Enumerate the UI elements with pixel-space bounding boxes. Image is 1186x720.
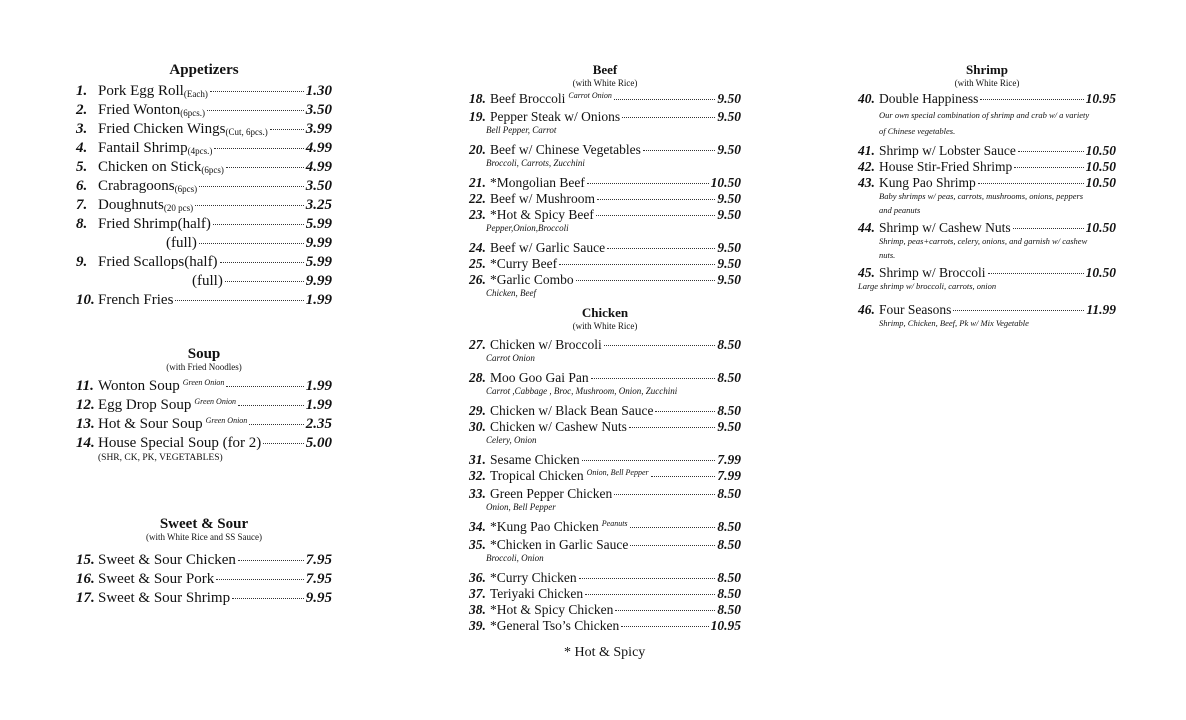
item-price: 9.95 (305, 590, 332, 606)
item-name: Double Happiness (879, 91, 979, 106)
item-number: 22. (469, 191, 486, 206)
menu-item (858, 159, 1116, 175)
item-price: 7.99 (717, 452, 741, 467)
item-number: 26. (469, 272, 486, 287)
menu-item (469, 240, 741, 256)
item-name: Egg Drop Soup (98, 397, 192, 413)
chicken-section (469, 305, 741, 634)
item-number: 32. (469, 468, 486, 483)
item-price: 7.99 (717, 468, 741, 483)
item-number: 41. (858, 143, 875, 158)
item-price: 9.50 (717, 91, 741, 106)
item-name: *Mongolian Beef (490, 175, 585, 190)
item-price: 8.50 (717, 486, 741, 501)
item-price: 5.99 (305, 254, 332, 270)
menu-item (469, 403, 741, 419)
menu-item (858, 91, 1116, 139)
item-price: 9.99 (305, 235, 332, 251)
item-name: Fried Chicken Wings(Cut, 6pcs.) (98, 121, 268, 137)
item-number: 31. (469, 452, 486, 467)
item-price: 9.50 (717, 109, 741, 124)
item-price: 9.50 (717, 191, 741, 206)
item-name: House Stir-Fried Shrimp (879, 159, 1013, 174)
item-number: 5. (76, 159, 88, 175)
menu-item (469, 109, 741, 136)
item-price: 7.95 (305, 571, 332, 587)
item-name: *Curry Chicken (490, 570, 577, 585)
item-description: Celery, Onion (486, 435, 537, 445)
item-number: 21. (469, 175, 486, 190)
item-number: 37. (469, 586, 486, 601)
menu-item (469, 370, 741, 397)
menu-item (469, 272, 741, 299)
item-number: 46. (858, 302, 875, 317)
section-subtitle: (with White Rice) (572, 78, 638, 88)
item-name: Chicken w/ Cashew Nuts (490, 419, 627, 434)
item-price: 9.50 (717, 256, 741, 271)
item-number: 13. (76, 416, 95, 432)
item-number: 9. (76, 254, 88, 270)
item-number: 4. (76, 140, 88, 156)
item-note: Carrot Onion (568, 91, 612, 100)
item-price: 8.50 (717, 570, 741, 585)
item-description: Onion, Bell Pepper (486, 502, 556, 512)
item-number: 20. (469, 142, 486, 157)
soup-section (76, 346, 332, 464)
item-note: Peanuts (601, 519, 628, 528)
item-name: Beef w/ Garlic Sauce (490, 240, 606, 255)
item-number: 27. (469, 337, 486, 352)
item-price: 10.50 (1085, 175, 1116, 190)
item-description: Shrimp, peas+carrots, celery, onions, and garnish w/ cashew (879, 236, 1088, 246)
item-number: 24. (469, 240, 486, 255)
menu-item (469, 175, 741, 191)
item-number: 3. (76, 121, 88, 137)
item-name: House Special Soup (for 2) (98, 435, 262, 451)
item-description: and peanuts (879, 205, 921, 215)
item-description: nuts. (879, 250, 896, 260)
item-number: 18. (469, 91, 486, 106)
item-price: 10.50 (1085, 143, 1116, 158)
item-number: 23. (469, 207, 486, 222)
item-number: 17. (76, 590, 95, 606)
item-name: *Curry Beef (490, 256, 558, 271)
hot-spicy-footnote: * Hot & Spicy (564, 645, 646, 660)
section-title: Soup (187, 346, 221, 362)
item-number: 44. (858, 220, 875, 235)
item-price: 1.99 (305, 292, 332, 308)
item-name: Fried Scallops(half) (98, 254, 218, 270)
item-price: 10.50 (1085, 220, 1116, 235)
item-number: 19. (469, 109, 486, 124)
section-subtitle: (with White Rice and SS Sauce) (145, 532, 263, 542)
item-price: 8.50 (717, 586, 741, 601)
section-subtitle: (with White Rice) (954, 78, 1020, 88)
section-title: Shrimp (966, 62, 1008, 77)
menu-item (469, 419, 741, 446)
item-price: 5.00 (305, 435, 332, 451)
menu-item (469, 256, 741, 272)
menu-item (858, 175, 1116, 218)
item-name: Shrimp w/ Cashew Nuts (879, 220, 1011, 235)
item-name: Green Pepper Chicken (490, 486, 613, 501)
menu-item (469, 191, 741, 207)
menu-item (469, 207, 741, 234)
item-description: Carrot ,Cabbage , Broc, Mushroom, Onion, Zucchini (486, 386, 678, 396)
item-number: 10. (76, 292, 95, 308)
item-description: Broccoli, Carrots, Zucchini (486, 158, 585, 168)
item-price: 11.99 (1086, 302, 1116, 317)
item-name: Beef w/ Chinese Vegetables (490, 142, 641, 157)
item-price: 9.50 (717, 240, 741, 255)
item-name: Teriyaki Chicken (490, 586, 584, 601)
item-price: 8.50 (717, 537, 741, 552)
item-name: Fantail Shrimp(4pcs.) (98, 140, 213, 156)
item-price: 1.99 (305, 397, 332, 413)
section-title: Beef (592, 62, 618, 77)
menu-item (469, 519, 741, 537)
beef-section (469, 62, 741, 299)
appetizers-section (76, 62, 332, 310)
item-price: 4.99 (305, 159, 332, 175)
menu-item (469, 486, 741, 513)
item-number: 15. (76, 552, 95, 568)
item-description: Baby shrimps w/ peas, carrots, mushrooms, onions, peppers (879, 191, 1084, 201)
item-name: French Fries (98, 292, 174, 308)
item-price: 3.99 (305, 121, 332, 137)
item-price: 10.50 (1085, 265, 1116, 280)
item-price: 10.50 (710, 175, 741, 190)
item-number: 11. (76, 378, 94, 394)
item-name: Pork Egg Roll(Each) (98, 83, 208, 99)
item-name: Beef w/ Mushroom (490, 191, 595, 206)
menu-item (469, 586, 741, 602)
item-price: 2.35 (305, 416, 332, 432)
item-price: 10.95 (1085, 91, 1116, 106)
item-number: 7. (76, 197, 88, 213)
item-price: 8.50 (717, 403, 741, 418)
item-description: Bell Pepper, Carrot (486, 125, 557, 135)
menu-item (469, 537, 741, 564)
section-title: Appetizers (169, 62, 239, 78)
item-number: 40. (858, 91, 875, 106)
item-name: *Garlic Combo (490, 272, 574, 287)
item-description: Broccoli, Onion (486, 553, 544, 563)
item-price: 8.50 (717, 337, 741, 352)
item-name: Shrimp w/ Lobster Sauce (879, 143, 1016, 158)
item-name: (full) (166, 235, 197, 251)
item-price: 9.50 (717, 272, 741, 287)
sweet-sour-section (76, 516, 332, 608)
item-number: 43. (858, 175, 875, 190)
item-name: Beef Broccoli (490, 91, 566, 106)
item-number: 29. (469, 403, 486, 418)
menu-item (858, 220, 1116, 263)
item-number: 34. (469, 519, 486, 534)
item-price: 10.95 (710, 618, 741, 633)
item-number: 16. (76, 571, 95, 587)
item-name: Sweet & Sour Chicken (98, 552, 236, 568)
menu-item (858, 143, 1116, 159)
item-price: 9.50 (717, 207, 741, 222)
item-price: 8.50 (717, 519, 741, 534)
item-name: Sesame Chicken (490, 452, 580, 467)
item-name: Doughnuts(20 pcs) (98, 197, 194, 213)
section-title: Sweet & Sour (159, 516, 249, 532)
item-note: Green Onion (194, 397, 237, 406)
item-number: 1. (76, 83, 88, 99)
menu-item (469, 142, 741, 169)
item-note: Green Onion (205, 416, 248, 425)
item-price: 3.50 (305, 178, 332, 194)
item-number: 38. (469, 602, 486, 617)
item-description: (SHR, CK, PK, VEGETABLES) (98, 453, 223, 463)
item-number: 25. (469, 256, 486, 271)
item-name: Chicken w/ Broccoli (490, 337, 602, 352)
item-number: 42. (858, 159, 875, 174)
item-name: Tropical Chicken (490, 468, 584, 483)
item-name: (full) (192, 273, 223, 289)
item-price: 3.50 (305, 102, 332, 118)
item-number: 28. (469, 370, 486, 385)
item-number: 12. (76, 397, 95, 413)
item-number: 8. (76, 216, 88, 232)
item-name: *Hot & Spicy Chicken (490, 602, 614, 617)
item-name: Sweet & Sour Shrimp (98, 590, 231, 606)
item-name: Moo Goo Gai Pan (490, 370, 589, 385)
menu-item (858, 302, 1116, 329)
menu-item (469, 618, 741, 634)
item-name: *General Tso’s Chicken (490, 618, 620, 633)
item-price: 4.99 (305, 140, 332, 156)
menu-item (858, 265, 1116, 292)
menu-item (469, 602, 741, 618)
menu-item (469, 91, 741, 109)
item-price: 5.99 (305, 216, 332, 232)
item-name: Hot & Sour Soup (98, 416, 203, 432)
section-subtitle: (with Fried Noodles) (166, 362, 242, 372)
item-name: Fried Wonton(6pcs.) (98, 102, 206, 118)
item-description: Pepper,Onion,Broccoli (486, 223, 569, 233)
item-description: Our own special combination of shrimp and crab w/ a variety (879, 110, 1090, 120)
item-price: 9.50 (717, 142, 741, 157)
item-name: Sweet & Sour Pork (98, 571, 215, 587)
item-name: Crabragoons(6pcs) (98, 178, 198, 194)
menu-item (469, 570, 741, 586)
item-name: Pepper Steak w/ Onions (490, 109, 621, 124)
menu-item (469, 337, 741, 364)
item-description: Chicken, Beef (486, 288, 536, 298)
item-note: Green Onion (182, 378, 225, 387)
item-price: 8.50 (717, 370, 741, 385)
item-name: Kung Pao Shrimp (879, 175, 976, 190)
item-name: Shrimp w/ Broccoli (879, 265, 986, 280)
item-number: 35. (469, 537, 486, 552)
item-name: *Hot & Spicy Beef (490, 207, 594, 222)
item-name: Wonton Soup (98, 378, 180, 394)
item-number: 45. (858, 265, 875, 280)
item-price: 9.99 (305, 273, 332, 289)
item-note: Onion, Bell Pepper (586, 468, 649, 477)
item-price: 7.95 (305, 552, 332, 568)
item-description: Carrot Onion (486, 353, 535, 363)
item-description: of Chinese vegetables. (879, 126, 956, 136)
item-price: 3.25 (305, 197, 332, 213)
item-price: 1.30 (305, 83, 332, 99)
item-description: Shrimp, Chicken, Beef, Pk w/ Mix Vegetable (879, 318, 1029, 328)
item-description: Large shrimp w/ broccoli, carrots, onion (858, 281, 997, 291)
item-number: 2. (76, 102, 88, 118)
shrimp-section (858, 62, 1116, 329)
item-number: 36. (469, 570, 486, 585)
item-price: 1.99 (305, 378, 332, 394)
item-price: 8.50 (717, 602, 741, 617)
item-number: 14. (76, 435, 95, 451)
item-name: Chicken w/ Black Bean Sauce (490, 403, 654, 418)
item-name: Fried Shrimp(half) (98, 216, 211, 232)
item-price: 9.50 (717, 419, 741, 434)
item-name: *Kung Pao Chicken (490, 519, 599, 534)
item-price: 10.50 (1085, 159, 1116, 174)
item-name: Four Seasons (879, 302, 952, 317)
item-number: 33. (469, 486, 486, 501)
item-name: *Chicken in Garlic Sauce (490, 537, 629, 552)
item-number: 6. (76, 178, 88, 194)
item-name: Chicken on Stick(6pcs) (98, 159, 224, 175)
section-title: Chicken (581, 305, 629, 320)
item-number: 30. (469, 419, 486, 434)
section-subtitle: (with White Rice) (572, 321, 638, 331)
menu-item (469, 468, 741, 486)
item-number: 39. (469, 618, 486, 633)
